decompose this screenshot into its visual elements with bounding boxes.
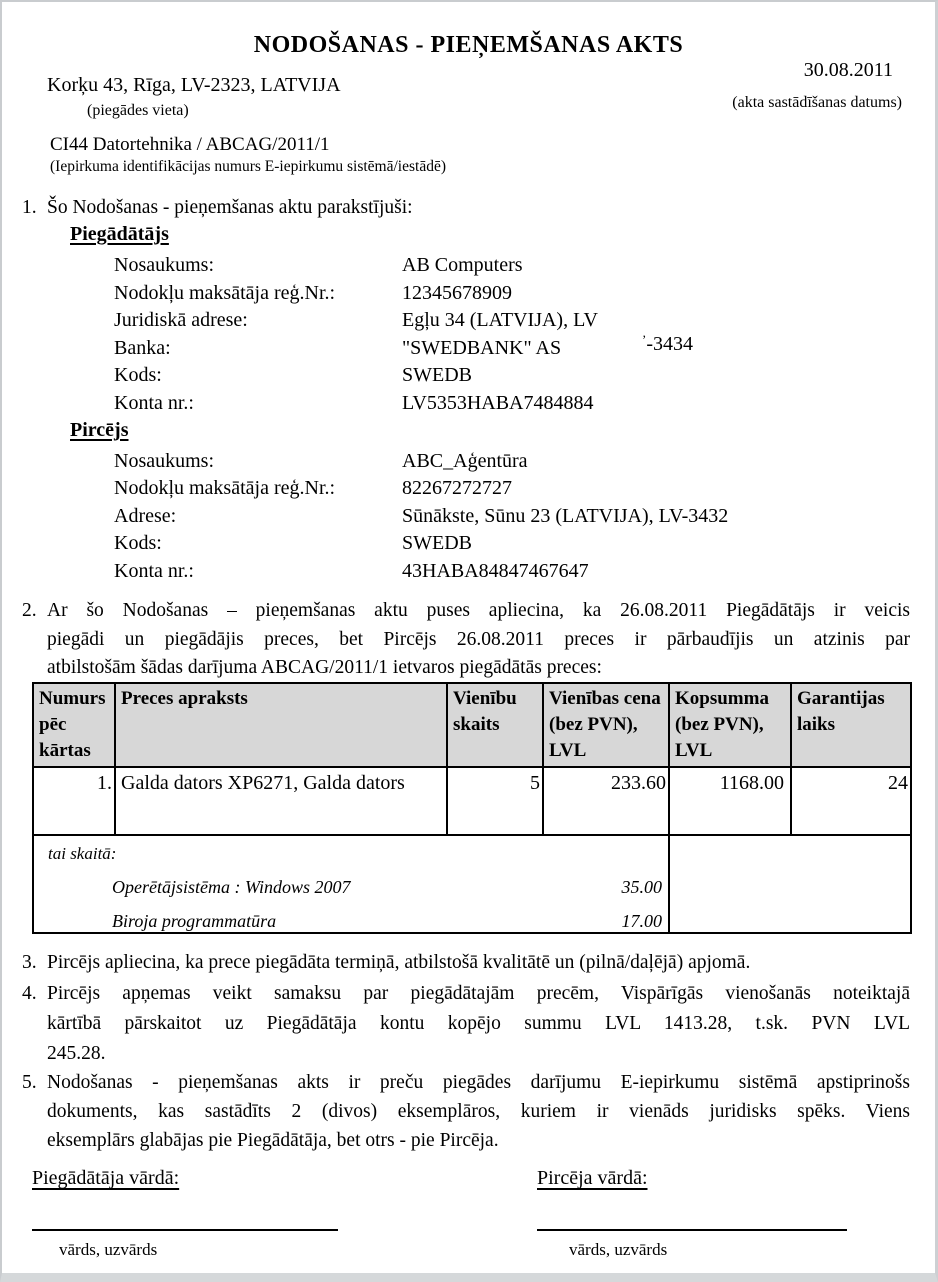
breakdown-item-value: 35.00 (621, 877, 662, 897)
field-label: Konta nr.: (114, 560, 194, 582)
paragraph-line: Pircējs apliecina, ka prece piegādāta termiņā, atbilstošā kvalitātē un (pilnā/daļējā) apjomā. (47, 952, 751, 973)
breakdown-empty-cell (669, 835, 911, 933)
delivery-place-caption: (piegādes vieta) (87, 102, 189, 119)
buyer-signature-line (537, 1229, 847, 1231)
breakdown-heading: tai skaitā: (48, 844, 117, 863)
field-value: 82267272727 (402, 477, 512, 499)
procurement-id: CI44 Datortehnika / ABCAG/2011/1 (50, 134, 330, 155)
supplier-field-row (114, 392, 915, 416)
supplier-field-row (114, 254, 915, 278)
warranty-cell: 24 (791, 767, 911, 835)
paragraph-line: Nodošanas - pieņemšanas akts ir preču piegādes darījumu E-iepirkumu sistēmā apstiprinošs (47, 1072, 910, 1093)
field-label: Juridiskā adrese: (114, 309, 248, 331)
table-header-cell: Kopsumma (bez PVN), LVL (669, 683, 791, 767)
paragraph-line: 245.28. (47, 1043, 106, 1064)
address-tail-text: -3434 (646, 333, 694, 355)
paragraph-line: piegādi un piegādājis preces, bet Pircējs 26.08.2011 preces ir pārbaudījis un atzinis par (47, 628, 910, 650)
breakdown-cell (33, 835, 669, 933)
table-header-cell: Vienības cena (bez PVN), LVL (543, 683, 669, 767)
field-label: Nodokļu maksātāja reģ.Nr.: (114, 477, 336, 499)
goods-table (32, 682, 912, 934)
buyer-field-row (114, 450, 915, 474)
field-label: Kods: (114, 532, 162, 554)
paragraph-line: Ar šo Nodošanas – pieņemšanas aktu puses apliecina, ka 26.08.2011 Piegādātājs ir veicis (47, 600, 910, 621)
paragraph-number: 5. (22, 1072, 37, 1093)
supplier-section-heading: Piegādātājs (70, 223, 169, 245)
field-value: ABC_Aģentūra (402, 450, 528, 472)
paragraph-1 (22, 194, 910, 223)
supplier-field-row (114, 309, 915, 333)
document-title: NODOŠANAS - PIEŅEMŠANAS AKTS (253, 32, 684, 58)
field-label: Adrese: (114, 505, 177, 527)
field-value: 43HABA84847467647 (402, 560, 589, 582)
unit-price-cell: 233.60 (543, 767, 669, 835)
quantity-cell: 5 (447, 767, 543, 835)
paragraph-4 (22, 979, 910, 1069)
buyer-name-caption: vārds, uzvārds (569, 1240, 668, 1259)
document-date: 30.08.2011 (803, 59, 893, 81)
field-label: Nosaukums: (114, 450, 214, 472)
paragraph-number: 2. (22, 600, 37, 621)
paragraph-line: eksemplārs glabājas pie Piegādātāja, bet otrs - pie Pircēja. (47, 1130, 499, 1151)
description-cell: Galda dators XP6271, Galda dators (115, 767, 447, 835)
supplier-signature-line (32, 1229, 338, 1231)
field-value: 12345678909 (402, 282, 512, 304)
field-value: SWEDB (402, 532, 472, 554)
table-header-cell: Preces apraksts (115, 683, 447, 767)
table-header-cell: Vienību skaits (447, 683, 543, 767)
date-caption: (akta sastādīšanas datums) (732, 94, 902, 111)
breakdown-item (112, 877, 662, 898)
paragraph-5 (22, 1068, 910, 1155)
clipped-character-fragment: ’ (642, 332, 647, 347)
breakdown-item-name: Biroja programmatūra (112, 911, 277, 931)
paragraph-text: Šo Nodošanas - pieņemšanas aktu parakstījuši: (47, 197, 413, 218)
breakdown-item (112, 911, 662, 932)
supplier-field-row (114, 337, 915, 361)
field-value: AB Computers (402, 254, 523, 276)
paragraph-line: atbilstošām šādas darījuma ABCAG/2011/1 ietvaros piegādātās preces: (47, 657, 602, 678)
paragraph-number: 3. (22, 952, 37, 973)
table-header-cell: Numurs pēc kārtas (33, 683, 115, 767)
supplier-field-row (114, 282, 915, 306)
buyer-field-row (114, 505, 915, 529)
field-label: Konta nr.: (114, 392, 194, 414)
paragraph-2 (22, 597, 910, 683)
paragraph-3 (22, 949, 910, 978)
breakdown-row (33, 835, 911, 933)
field-value: "SWEDBANK" AS (402, 337, 562, 359)
paragraph-number: 4. (22, 983, 37, 1004)
field-value: Egļu 34 (LATVIJA), LV (402, 309, 598, 331)
buyer-signature-heading: Pircēja vārdā: (537, 1167, 648, 1189)
paragraph-line: kārtībā pārskaitot uz Piegādātāja kontu kopējo summu LVL 1413.28, t.sk. PVN LVL (47, 1013, 910, 1034)
field-label: Kods: (114, 364, 162, 386)
table-row (33, 767, 911, 835)
supplier-signature-heading: Piegādātāja vārdā: (32, 1167, 180, 1189)
row-number-cell: 1. (33, 767, 115, 835)
goods-table-wrap (32, 682, 910, 934)
paragraph-number: 1. (22, 197, 37, 218)
procurement-id-caption: (Iepirkuma identifikācijas numurs E-iepirkumu sistēmā/iestādē) (50, 158, 446, 175)
supplier-field-row (114, 364, 915, 388)
field-value: LV5353HABA7484884 (402, 392, 594, 414)
breakdown-item-value: 17.00 (621, 911, 662, 931)
table-header-cell: Garantijas laiks (791, 683, 911, 767)
paragraph-line: dokuments, kas sastādīts 2 (divos) eksemplāros, kuriem ir vienāds juridisks spēks. Viens (47, 1101, 910, 1122)
field-label: Nodokļu maksātāja reģ.Nr.: (114, 282, 336, 304)
table-header-row (33, 683, 911, 767)
breakdown-item-name: Operētājsistēma : Windows 2007 (112, 877, 351, 897)
total-cell: 1168.00 (669, 767, 791, 835)
field-value: Sūnākste, Sūnu 23 (LATVIJA), LV-3432 (402, 505, 729, 527)
address-overflow-fragment (642, 332, 693, 356)
buyer-field-row (114, 532, 915, 556)
delivery-place: Korķu 43, Rīga, LV-2323, LATVIJA (47, 74, 341, 96)
paragraph-line: Pircējs apņemas veikt samaksu par piegādātajām precēm, Vispārīgās vienošanās noteiktajā (47, 983, 910, 1004)
buyer-section-heading: Pircējs (70, 419, 129, 441)
buyer-field-row (114, 477, 915, 501)
field-label: Nosaukums: (114, 254, 214, 276)
supplier-name-caption: vārds, uzvārds (59, 1240, 158, 1259)
field-value: SWEDB (402, 364, 472, 386)
field-label: Banka: (114, 337, 171, 359)
buyer-field-row (114, 560, 915, 584)
